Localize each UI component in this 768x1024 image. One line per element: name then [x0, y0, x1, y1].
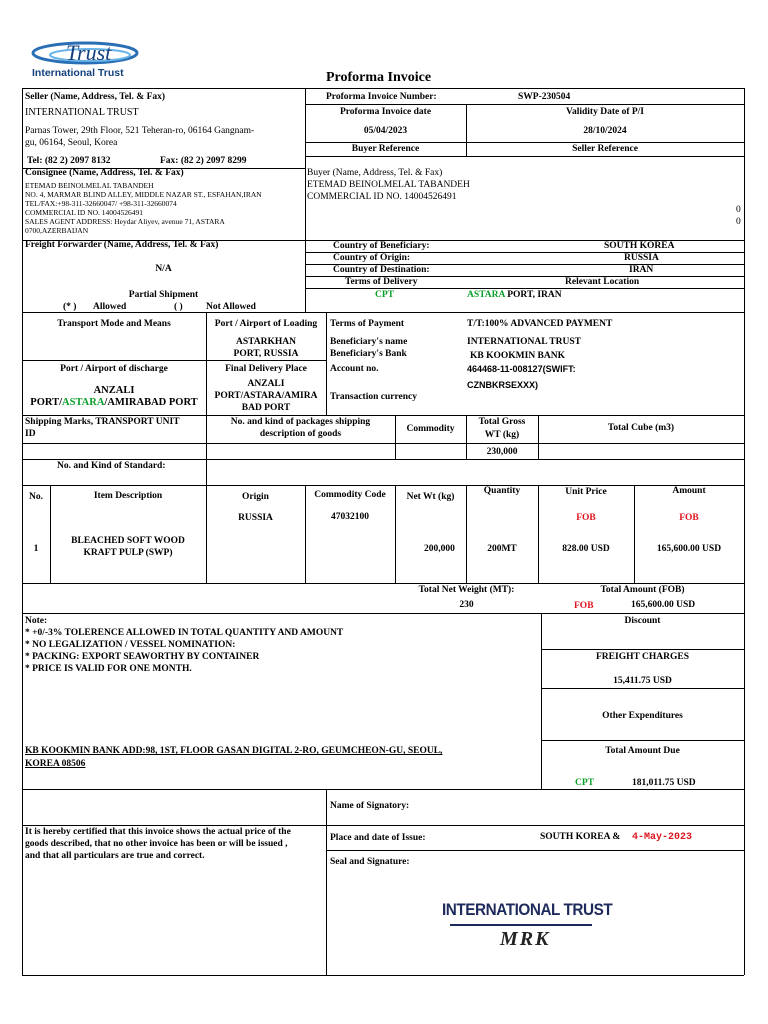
seller-reference-label: Seller Reference — [572, 144, 638, 154]
issue-place: SOUTH KOREA & — [540, 832, 621, 842]
col-header-commodity-code: Commodity Code — [314, 490, 386, 500]
port-discharge: ANZALI — [93, 385, 135, 396]
total-net-weight-label: Total Net Weight (MT): — [418, 585, 515, 595]
col-header-net-weight: Net Wt (kg) — [406, 492, 455, 502]
buyer-name: ETEMAD BEINOLMELAL TABANDEH — [307, 180, 470, 190]
transport-mode-label: Transport Mode and Means — [57, 319, 171, 329]
item-net-weight: 200,000 — [424, 544, 455, 554]
country-destination: IRAN — [629, 265, 654, 275]
buyer-value-zero: 0 — [736, 217, 741, 227]
consignee-line: NO. 4, MARMAR BLIND ALLEY, MIDDLE NAZAR ST., ESFAHAN,IRAN — [25, 190, 262, 199]
col-header-unit-price: Unit Price — [565, 487, 607, 497]
total-due-label: Total Amount Due — [605, 746, 680, 756]
item-description: BLEACHED SOFT WOOD — [71, 536, 185, 546]
packages-label: No. and kind of packages shipping — [230, 417, 371, 427]
total-amount: 165,600.00 USD — [631, 600, 696, 610]
discharge-part: PORT/ — [30, 397, 63, 408]
beneficiary-name-label: Beneficiary's name — [330, 337, 408, 347]
item-amount: 165,600.00 USD — [656, 544, 722, 554]
port-loading-2: PORT, RUSSIA — [233, 349, 299, 359]
item-price-term: FOB — [576, 513, 596, 523]
gross-weight-label-2: WT (kg) — [484, 430, 520, 440]
item-no: 1 — [33, 544, 39, 554]
col-header-quantity: Quantity — [483, 486, 521, 496]
validity-label: Validity Date of P/I — [565, 107, 645, 117]
port-discharge-label: Port / Airport of discharge — [60, 364, 168, 374]
invoice-date-label: Proforma Invoice date — [339, 107, 432, 117]
consignee-line: 0700,AZERBAIJAN — [25, 226, 89, 235]
gross-weight-label: Total Gross — [478, 417, 526, 427]
account-number: 464468-11-008127(SWIFT: — [467, 364, 576, 374]
relevant-location-label: Relevant Location — [565, 277, 640, 287]
freight-forwarder-value: N/A — [155, 264, 172, 274]
certification-text-3: and that all particulars are true and correct. — [25, 851, 205, 861]
relevant-location — [467, 290, 562, 301]
port-loading: ASTARKHAN — [236, 337, 296, 347]
total-amount-label: Total Amount (FOB) — [600, 585, 685, 595]
consignee-line: COMMERCIAL ID NO. 14004526491 — [25, 208, 144, 217]
discount-label: Discount — [624, 616, 661, 626]
note-line: * PACKING: EXPORT SEAWORTHY BY CONTAINER — [25, 652, 260, 662]
payment-terms: T/T:100% ADVANCED PAYMENT — [467, 319, 613, 329]
country-origin: RUSSIA — [624, 253, 659, 263]
note-label: Note: — [25, 616, 48, 626]
col-header-description: Item Description — [93, 491, 163, 501]
issue-date: 4-May-2023 — [632, 832, 693, 843]
item-origin: RUSSIA — [238, 513, 273, 523]
freight-forwarder-label: Freight Forwarder (Name, Address, Tel. & Fax) — [25, 240, 219, 250]
place-date-label: Place and date of Issue: — [330, 833, 426, 843]
total-cube-label: Total Cube (m3) — [607, 423, 675, 433]
transaction-currency-label: Transaction currency — [330, 392, 417, 402]
final-delivery: ANZALI — [247, 379, 285, 389]
invoice-date: 05/04/2023 — [363, 126, 408, 136]
certification-text: It is hereby certified that this invoice shows the actual price of the — [25, 827, 291, 837]
invoice-number-label: Proforma Invoice Number: — [326, 92, 437, 102]
consignee-line: ETEMAD BEINOLMELAL TABANDEH — [25, 181, 154, 190]
final-delivery-3: BAD PORT — [241, 403, 291, 413]
location-port-name: ASTARA — [467, 290, 505, 300]
terms-of-delivery: CPT — [375, 290, 394, 300]
signatory-label: Name of Signatory: — [330, 801, 410, 811]
beneficiary-name: INTERNATIONAL TRUST — [467, 337, 581, 347]
logo-subtitle: International Trust — [32, 67, 124, 79]
payment-terms-label: Terms of Payment — [330, 319, 405, 329]
standard-label: No. and Kind of Standard: — [57, 461, 166, 471]
seller-address-1: Parnas Tower, 29th Floor, 521 Teheran-ro, 06164 Gangnam- — [25, 126, 255, 136]
bank-address: KB KOOKMIN BANK ADD:98, 1ST, FLOOR GASAN DIGITAL 2-RO, GEUMCHEON-GU, SEOUL, — [25, 746, 443, 756]
note-line: * +0/-3% TOLERENCE ALLOWED IN TOTAL QUANTITY AND AMOUNT — [25, 628, 344, 638]
item-description-2: KRAFT PULP (SWP) — [83, 548, 173, 558]
shipping-marks-label: Shipping Marks, TRANSPORT UNIT — [25, 417, 180, 427]
item-quantity: 200MT — [487, 544, 517, 554]
consignee-label: Consignee (Name, Address, Tel. & Fax) — [25, 168, 184, 178]
gross-weight: 230,000 — [486, 447, 518, 457]
terms-of-delivery-label: Terms of Delivery — [345, 277, 418, 287]
item-amount-term: FOB — [679, 513, 699, 523]
discharge-astara: ASTARA — [62, 397, 105, 408]
company-seal — [440, 898, 613, 962]
partial-shipment-label: Partial Shipment — [128, 290, 199, 300]
final-delivery-2: PORT/ASTARA/AMIRA — [214, 391, 318, 401]
country-destination-label: Country of Destination: — [333, 265, 430, 275]
logo-word: Trust — [66, 40, 112, 65]
col-header-amount: Amount — [672, 486, 706, 496]
packages-label-2: description of goods — [259, 429, 342, 439]
seal-text: INTERNATIONAL TRUST — [442, 900, 613, 919]
total-amount-term: FOB — [574, 601, 594, 611]
final-delivery-label: Final Delivery Place — [225, 364, 307, 374]
port-loading-label: Port / Airport of Loading — [214, 319, 318, 329]
page-title: Proforma Invoice — [326, 70, 432, 85]
account-number-label: Account no. — [330, 364, 379, 374]
invoice-number: SWP-230504 — [518, 92, 571, 102]
allowed-checkbox[interactable]: (* ) — [63, 302, 77, 312]
country-origin-label: Country of Origin: — [333, 253, 411, 263]
seller-tel: Tel: (82 2) 2097 8132 — [27, 156, 111, 166]
seller-fax: Fax: (82 2) 2097 8299 — [160, 156, 247, 166]
freight-charges: 15,411.75 USD — [613, 676, 672, 686]
buyer-value-zero: 0 — [736, 205, 741, 215]
beneficiary-bank-label: Beneficiary's Bank — [330, 349, 407, 359]
not-allowed-checkbox[interactable]: ( ) — [174, 302, 183, 312]
beneficiary-bank: KB KOOKMIN BANK — [470, 351, 566, 361]
total-net-weight: 230 — [459, 600, 474, 610]
buyer-reference-label: Buyer Reference — [351, 144, 420, 154]
seller-address-2: gu, 06164, Seoul, Korea — [25, 138, 118, 148]
allowed-label: Allowed — [93, 302, 127, 312]
other-expenditures-label: Other Expenditures — [602, 711, 683, 721]
location-port-rest: PORT, IRAN — [504, 290, 562, 300]
bank-address-2: KOREA 08506 — [25, 759, 86, 769]
note-line: * NO LEGALIZATION / VESSEL NOMINATION: — [25, 640, 236, 650]
commodity-label: Commodity — [406, 424, 455, 434]
total-due-term: CPT — [575, 778, 594, 788]
note-line: * PRICE IS VALID FOR ONE MONTH. — [25, 664, 192, 674]
freight-charges-label: FREIGHT CHARGES — [596, 652, 689, 662]
company-logo — [30, 40, 160, 82]
discharge-part: /AMIRABAD PORT — [104, 397, 198, 408]
signature: MRK — [500, 928, 551, 950]
item-commodity-code: 47032100 — [331, 512, 369, 522]
validity-date: 28/10/2024 — [583, 126, 627, 136]
seller-name: INTERNATIONAL TRUST — [25, 107, 139, 118]
country-beneficiary: SOUTH KOREA — [604, 241, 675, 251]
buyer-commercial-id: COMMERCIAL ID NO. 14004526491 — [307, 192, 457, 202]
seal-underline — [450, 924, 592, 926]
buyer-label: Buyer (Name, Address, Tel. & Fax) — [307, 168, 443, 178]
shipping-marks-label-2: ID — [25, 429, 36, 439]
total-due: 181,011.75 USD — [632, 778, 696, 788]
seal-signature-label: Seal and Signature: — [330, 857, 410, 867]
consignee-line: TEL/FAX:+98-311-32660047/ +98-311-32660074 — [25, 199, 177, 208]
item-unit-price: 828.00 USD — [562, 544, 610, 554]
swift-code: CZNBKRSEXXX) — [467, 380, 539, 390]
col-header-origin: Origin — [242, 492, 269, 502]
consignee-line: SALES AGENT ADDRESS: Heydar Aliyev, avenue 71, ASTARA — [25, 217, 225, 226]
country-beneficiary-label: Country of Beneficiary: — [333, 241, 430, 251]
col-header-no: No. — [29, 492, 43, 502]
seller-label: Seller (Name, Address, Tel. & Fax) — [25, 92, 166, 102]
certification-text-2: goods described, that no other invoice has been or will be issued , — [25, 839, 288, 849]
not-allowed-label: Not Allowed — [206, 302, 256, 312]
port-discharge-2 — [22, 397, 206, 408]
